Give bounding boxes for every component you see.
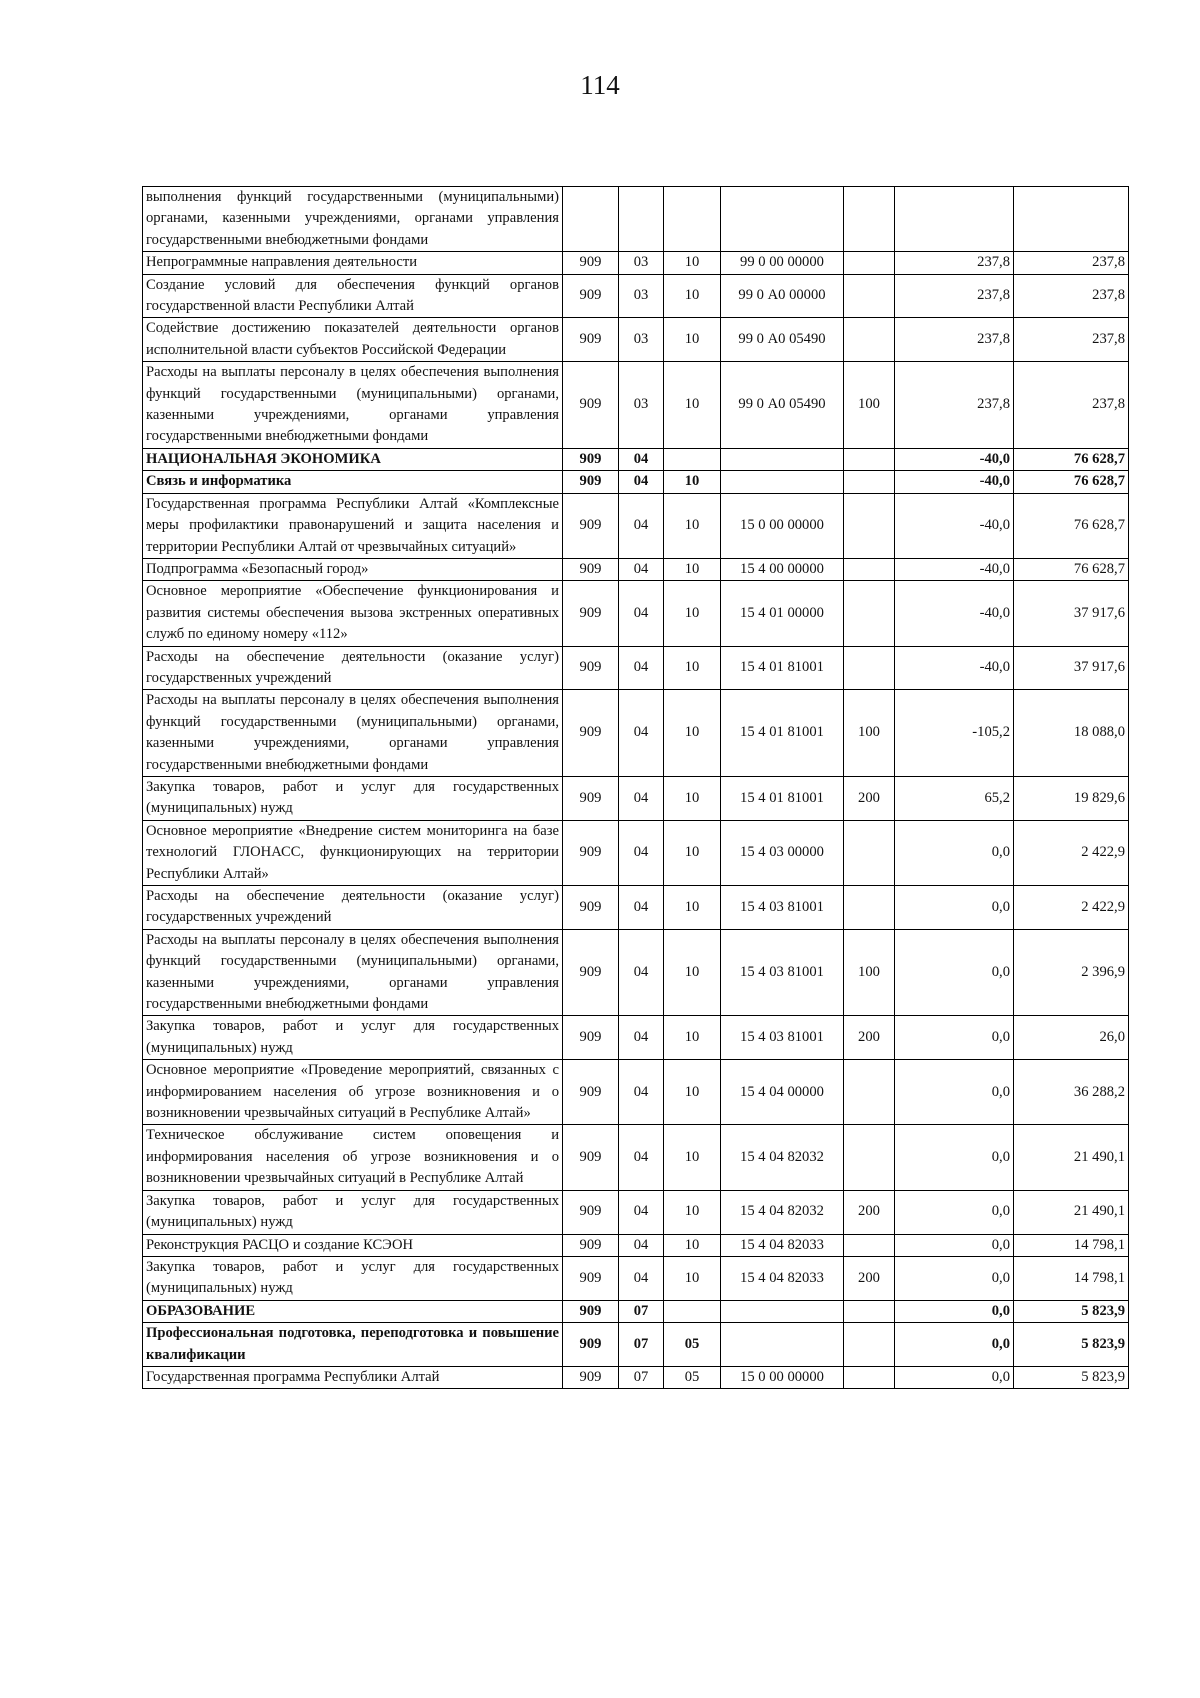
table-row	[143, 493, 1129, 558]
row-name-cell: Расходы на выплаты персоналу в целях обеспечения выполнения функций государственными (муниципальными) органами, казенными учреждениями, органами управления государственными внебюджетными фондами	[143, 690, 563, 777]
target-article-cell: 99 0 А0 00000	[721, 274, 844, 318]
row-name-cell: Основное мероприятие «Обеспечение функционирования и развития системы обеспечения вызова экстренных оперативных служб по единому номеру «112»	[143, 581, 563, 646]
section-code-cell: 04	[619, 646, 664, 690]
subsection-code-cell: 10	[664, 1016, 721, 1060]
row-name-cell: Непрограммные направления деятельности	[143, 252, 563, 274]
amount-total-cell: 26,0	[1014, 1016, 1129, 1060]
ministry-code-cell: 909	[563, 1323, 619, 1367]
table-row	[143, 690, 1129, 777]
amount-change-cell: -40,0	[895, 646, 1014, 690]
amount-total-cell: 2 396,9	[1014, 929, 1129, 1016]
table-row	[143, 1234, 1129, 1256]
expense-type-cell	[844, 886, 895, 930]
amount-change-cell: 0,0	[895, 1366, 1014, 1388]
amount-total-cell: 237,8	[1014, 274, 1129, 318]
subsection-code-cell: 10	[664, 886, 721, 930]
subsection-code-cell	[664, 187, 721, 252]
table-row	[143, 646, 1129, 690]
amount-total-cell: 5 823,9	[1014, 1323, 1129, 1367]
budget-table-body	[143, 187, 1129, 1389]
section-code-cell: 04	[619, 1256, 664, 1300]
amount-change-cell: -105,2	[895, 690, 1014, 777]
target-article-cell	[721, 471, 844, 493]
ministry-code-cell: 909	[563, 1060, 619, 1125]
section-code-cell: 04	[619, 558, 664, 580]
ministry-code-cell: 909	[563, 886, 619, 930]
amount-total-cell: 14 798,1	[1014, 1234, 1129, 1256]
target-article-cell: 15 4 01 81001	[721, 646, 844, 690]
subsection-code-cell: 10	[664, 581, 721, 646]
amount-change-cell: 0,0	[895, 1125, 1014, 1190]
target-article-cell	[721, 1323, 844, 1367]
amount-change-cell: -40,0	[895, 558, 1014, 580]
ministry-code-cell: 909	[563, 493, 619, 558]
subsection-code-cell: 10	[664, 1190, 721, 1234]
section-code-cell: 04	[619, 820, 664, 885]
subsection-code-cell: 10	[664, 1256, 721, 1300]
target-article-cell: 15 4 01 81001	[721, 690, 844, 777]
target-article-cell: 15 4 04 82032	[721, 1190, 844, 1234]
amount-change-cell	[895, 187, 1014, 252]
subsection-code-cell: 10	[664, 274, 721, 318]
table-row	[143, 471, 1129, 493]
amount-total-cell: 2 422,9	[1014, 886, 1129, 930]
amount-total-cell: 76 628,7	[1014, 558, 1129, 580]
section-code-cell: 04	[619, 448, 664, 470]
ministry-code-cell: 909	[563, 581, 619, 646]
amount-change-cell: 65,2	[895, 776, 1014, 820]
subsection-code-cell: 10	[664, 1125, 721, 1190]
row-name-cell: Закупка товаров, работ и услуг для государственных (муниципальных) нужд	[143, 1190, 563, 1234]
ministry-code-cell: 909	[563, 929, 619, 1016]
row-name-cell: Содействие достижению показателей деятельности органов исполнительной власти субъектов Российской Федерации	[143, 318, 563, 362]
amount-total-cell: 37 917,6	[1014, 581, 1129, 646]
section-code-cell: 07	[619, 1323, 664, 1367]
subsection-code-cell: 10	[664, 690, 721, 777]
section-code-cell: 04	[619, 1190, 664, 1234]
row-name-cell: Закупка товаров, работ и услуг для государственных (муниципальных) нужд	[143, 1016, 563, 1060]
table-row	[143, 581, 1129, 646]
target-article-cell: 15 0 00 00000	[721, 493, 844, 558]
expense-type-cell: 200	[844, 776, 895, 820]
expense-type-cell: 100	[844, 362, 895, 449]
expense-type-cell	[844, 252, 895, 274]
expense-type-cell	[844, 1125, 895, 1190]
row-name-cell: Профессиональная подготовка, переподготовка и повышение квалификации	[143, 1323, 563, 1367]
table-row	[143, 776, 1129, 820]
table-row	[143, 1323, 1129, 1367]
amount-change-cell: 0,0	[895, 1234, 1014, 1256]
target-article-cell	[721, 187, 844, 252]
target-article-cell: 15 4 04 00000	[721, 1060, 844, 1125]
ministry-code-cell: 909	[563, 318, 619, 362]
row-name-cell: Расходы на обеспечение деятельности (оказание услуг) государственных учреждений	[143, 886, 563, 930]
target-article-cell: 15 4 01 00000	[721, 581, 844, 646]
expense-type-cell	[844, 1366, 895, 1388]
amount-total-cell: 19 829,6	[1014, 776, 1129, 820]
expense-type-cell	[844, 448, 895, 470]
target-article-cell: 15 4 03 00000	[721, 820, 844, 885]
ministry-code-cell: 909	[563, 558, 619, 580]
expense-type-cell	[844, 274, 895, 318]
amount-change-cell: -40,0	[895, 493, 1014, 558]
expense-type-cell	[844, 646, 895, 690]
table-row	[143, 820, 1129, 885]
amount-change-cell: 237,8	[895, 362, 1014, 449]
target-article-cell: 15 4 03 81001	[721, 929, 844, 1016]
table-row	[143, 1016, 1129, 1060]
subsection-code-cell: 10	[664, 471, 721, 493]
amount-total-cell: 237,8	[1014, 252, 1129, 274]
table-row	[143, 1060, 1129, 1125]
subsection-code-cell	[664, 1300, 721, 1322]
amount-change-cell: 237,8	[895, 318, 1014, 362]
table-row	[143, 1300, 1129, 1322]
expense-type-cell: 200	[844, 1256, 895, 1300]
table-row	[143, 929, 1129, 1016]
section-code-cell: 03	[619, 362, 664, 449]
amount-total-cell: 21 490,1	[1014, 1125, 1129, 1190]
expense-type-cell: 100	[844, 929, 895, 1016]
section-code-cell: 03	[619, 274, 664, 318]
row-name-cell: выполнения функций государственными (муниципальными) органами, казенными учреждениями, органами управления государственными внебюджетными фондами	[143, 187, 563, 252]
subsection-code-cell: 10	[664, 558, 721, 580]
amount-total-cell: 237,8	[1014, 362, 1129, 449]
section-code-cell: 04	[619, 493, 664, 558]
row-name-cell: Расходы на обеспечение деятельности (оказание услуг) государственных учреждений	[143, 646, 563, 690]
subsection-code-cell	[664, 448, 721, 470]
table-row	[143, 1125, 1129, 1190]
table-row	[143, 252, 1129, 274]
subsection-code-cell: 10	[664, 318, 721, 362]
row-name-cell: Государственная программа Республики Алтай	[143, 1366, 563, 1388]
subsection-code-cell: 05	[664, 1366, 721, 1388]
ministry-code-cell: 909	[563, 646, 619, 690]
target-article-cell	[721, 1300, 844, 1322]
ministry-code-cell: 909	[563, 1366, 619, 1388]
amount-total-cell: 76 628,7	[1014, 448, 1129, 470]
amount-total-cell: 5 823,9	[1014, 1366, 1129, 1388]
row-name-cell: Основное мероприятие «Внедрение систем мониторинга на базе технологий ГЛОНАСС, функционирующих на территории Республики Алтай»	[143, 820, 563, 885]
amount-change-cell: 237,8	[895, 252, 1014, 274]
section-code-cell: 04	[619, 581, 664, 646]
target-article-cell: 99 0 А0 05490	[721, 362, 844, 449]
expense-type-cell	[844, 318, 895, 362]
amount-change-cell: -40,0	[895, 581, 1014, 646]
ministry-code-cell: 909	[563, 1234, 619, 1256]
subsection-code-cell: 10	[664, 646, 721, 690]
subsection-code-cell: 05	[664, 1323, 721, 1367]
target-article-cell: 15 4 04 82032	[721, 1125, 844, 1190]
section-code-cell: 04	[619, 1060, 664, 1125]
target-article-cell: 15 4 04 82033	[721, 1234, 844, 1256]
subsection-code-cell: 10	[664, 929, 721, 1016]
expense-type-cell	[844, 581, 895, 646]
amount-total-cell: 36 288,2	[1014, 1060, 1129, 1125]
expense-type-cell	[844, 1060, 895, 1125]
amount-total-cell: 5 823,9	[1014, 1300, 1129, 1322]
subsection-code-cell: 10	[664, 493, 721, 558]
amount-total-cell: 76 628,7	[1014, 471, 1129, 493]
target-article-cell: 99 0 А0 05490	[721, 318, 844, 362]
row-name-cell: ОБРАЗОВАНИЕ	[143, 1300, 563, 1322]
ministry-code-cell: 909	[563, 820, 619, 885]
row-name-cell: Расходы на выплаты персоналу в целях обеспечения выполнения функций государственными (муниципальными) органами, казенными учреждениями, органами управления государственными внебюджетными фондами	[143, 362, 563, 449]
table-row	[143, 1190, 1129, 1234]
ministry-code-cell: 909	[563, 690, 619, 777]
ministry-code-cell: 909	[563, 252, 619, 274]
ministry-code-cell: 909	[563, 362, 619, 449]
ministry-code-cell: 909	[563, 274, 619, 318]
expense-type-cell	[844, 471, 895, 493]
subsection-code-cell: 10	[664, 252, 721, 274]
amount-total-cell: 76 628,7	[1014, 493, 1129, 558]
target-article-cell: 15 0 00 00000	[721, 1366, 844, 1388]
amount-change-cell: 0,0	[895, 886, 1014, 930]
budget-table	[142, 186, 1129, 1389]
amount-total-cell: 37 917,6	[1014, 646, 1129, 690]
expense-type-cell	[844, 187, 895, 252]
amount-total-cell: 21 490,1	[1014, 1190, 1129, 1234]
amount-change-cell: 0,0	[895, 820, 1014, 885]
section-code-cell: 04	[619, 1234, 664, 1256]
ministry-code-cell: 909	[563, 1256, 619, 1300]
target-article-cell: 15 4 03 81001	[721, 1016, 844, 1060]
row-name-cell: Реконструкция РАСЦО и создание КСЭОН	[143, 1234, 563, 1256]
section-code-cell: 04	[619, 471, 664, 493]
row-name-cell: Расходы на выплаты персоналу в целях обеспечения выполнения функций государственными (муниципальными) органами, казенными учреждениями, органами управления государственными внебюджетными фондами	[143, 929, 563, 1016]
table-row	[143, 558, 1129, 580]
row-name-cell: Закупка товаров, работ и услуг для государственных (муниципальных) нужд	[143, 776, 563, 820]
ministry-code-cell: 909	[563, 776, 619, 820]
expense-type-cell	[844, 1234, 895, 1256]
section-code-cell: 03	[619, 318, 664, 362]
section-code-cell: 04	[619, 1016, 664, 1060]
section-code-cell: 03	[619, 252, 664, 274]
row-name-cell: НАЦИОНАЛЬНАЯ ЭКОНОМИКА	[143, 448, 563, 470]
table-row	[143, 362, 1129, 449]
subsection-code-cell: 10	[664, 1060, 721, 1125]
expense-type-cell	[844, 820, 895, 885]
ministry-code-cell: 909	[563, 448, 619, 470]
row-name-cell: Государственная программа Республики Алтай «Комплексные меры профилактики правонарушений и защита населения и территории Республики Алтай от чрезвычайных ситуаций»	[143, 493, 563, 558]
section-code-cell: 04	[619, 690, 664, 777]
table-row	[143, 886, 1129, 930]
section-code-cell: 04	[619, 929, 664, 1016]
target-article-cell: 15 4 03 81001	[721, 886, 844, 930]
table-row	[143, 274, 1129, 318]
target-article-cell: 15 4 04 82033	[721, 1256, 844, 1300]
subsection-code-cell: 10	[664, 776, 721, 820]
amount-total-cell: 237,8	[1014, 318, 1129, 362]
expense-type-cell: 200	[844, 1016, 895, 1060]
amount-change-cell: 0,0	[895, 1016, 1014, 1060]
ministry-code-cell: 909	[563, 1300, 619, 1322]
amount-change-cell: 237,8	[895, 274, 1014, 318]
target-article-cell: 15 4 00 00000	[721, 558, 844, 580]
section-code-cell: 04	[619, 776, 664, 820]
expense-type-cell	[844, 1300, 895, 1322]
amount-change-cell: 0,0	[895, 929, 1014, 1016]
ministry-code-cell: 909	[563, 1125, 619, 1190]
amount-change-cell: 0,0	[895, 1256, 1014, 1300]
amount-total-cell: 18 088,0	[1014, 690, 1129, 777]
section-code-cell	[619, 187, 664, 252]
amount-change-cell: 0,0	[895, 1190, 1014, 1234]
ministry-code-cell: 909	[563, 471, 619, 493]
table-row	[143, 187, 1129, 252]
row-name-cell: Создание условий для обеспечения функций органов государственной власти Республики Алтай	[143, 274, 563, 318]
table-row	[143, 448, 1129, 470]
amount-change-cell: -40,0	[895, 448, 1014, 470]
amount-total-cell	[1014, 187, 1129, 252]
target-article-cell: 15 4 01 81001	[721, 776, 844, 820]
ministry-code-cell: 909	[563, 1016, 619, 1060]
row-name-cell: Связь и информатика	[143, 471, 563, 493]
row-name-cell: Техническое обслуживание систем оповещения и информирования населения об угрозе возникновения и о возникновении чрезвычайных ситуаций в Республике Алтай	[143, 1125, 563, 1190]
amount-change-cell: 0,0	[895, 1323, 1014, 1367]
table-row	[143, 1366, 1129, 1388]
amount-total-cell: 14 798,1	[1014, 1256, 1129, 1300]
subsection-code-cell: 10	[664, 362, 721, 449]
amount-change-cell: 0,0	[895, 1060, 1014, 1125]
row-name-cell: Подпрограмма «Безопасный город»	[143, 558, 563, 580]
table-row	[143, 318, 1129, 362]
amount-change-cell: -40,0	[895, 471, 1014, 493]
target-article-cell: 99 0 00 00000	[721, 252, 844, 274]
expense-type-cell	[844, 493, 895, 558]
section-code-cell: 07	[619, 1366, 664, 1388]
expense-type-cell: 200	[844, 1190, 895, 1234]
page-number: 114	[580, 70, 620, 100]
subsection-code-cell: 10	[664, 1234, 721, 1256]
expense-type-cell	[844, 558, 895, 580]
expense-type-cell: 100	[844, 690, 895, 777]
section-code-cell: 04	[619, 1125, 664, 1190]
row-name-cell: Основное мероприятие «Проведение мероприятий, связанных с информированием населения об угрозе возникновения и о возникновении чрезвычайных ситуаций в Республике Алтай»	[143, 1060, 563, 1125]
target-article-cell	[721, 448, 844, 470]
section-code-cell: 07	[619, 1300, 664, 1322]
subsection-code-cell: 10	[664, 820, 721, 885]
ministry-code-cell: 909	[563, 1190, 619, 1234]
amount-change-cell: 0,0	[895, 1300, 1014, 1322]
row-name-cell: Закупка товаров, работ и услуг для государственных (муниципальных) нужд	[143, 1256, 563, 1300]
amount-total-cell: 2 422,9	[1014, 820, 1129, 885]
expense-type-cell	[844, 1323, 895, 1367]
table-row	[143, 1256, 1129, 1300]
ministry-code-cell	[563, 187, 619, 252]
section-code-cell: 04	[619, 886, 664, 930]
